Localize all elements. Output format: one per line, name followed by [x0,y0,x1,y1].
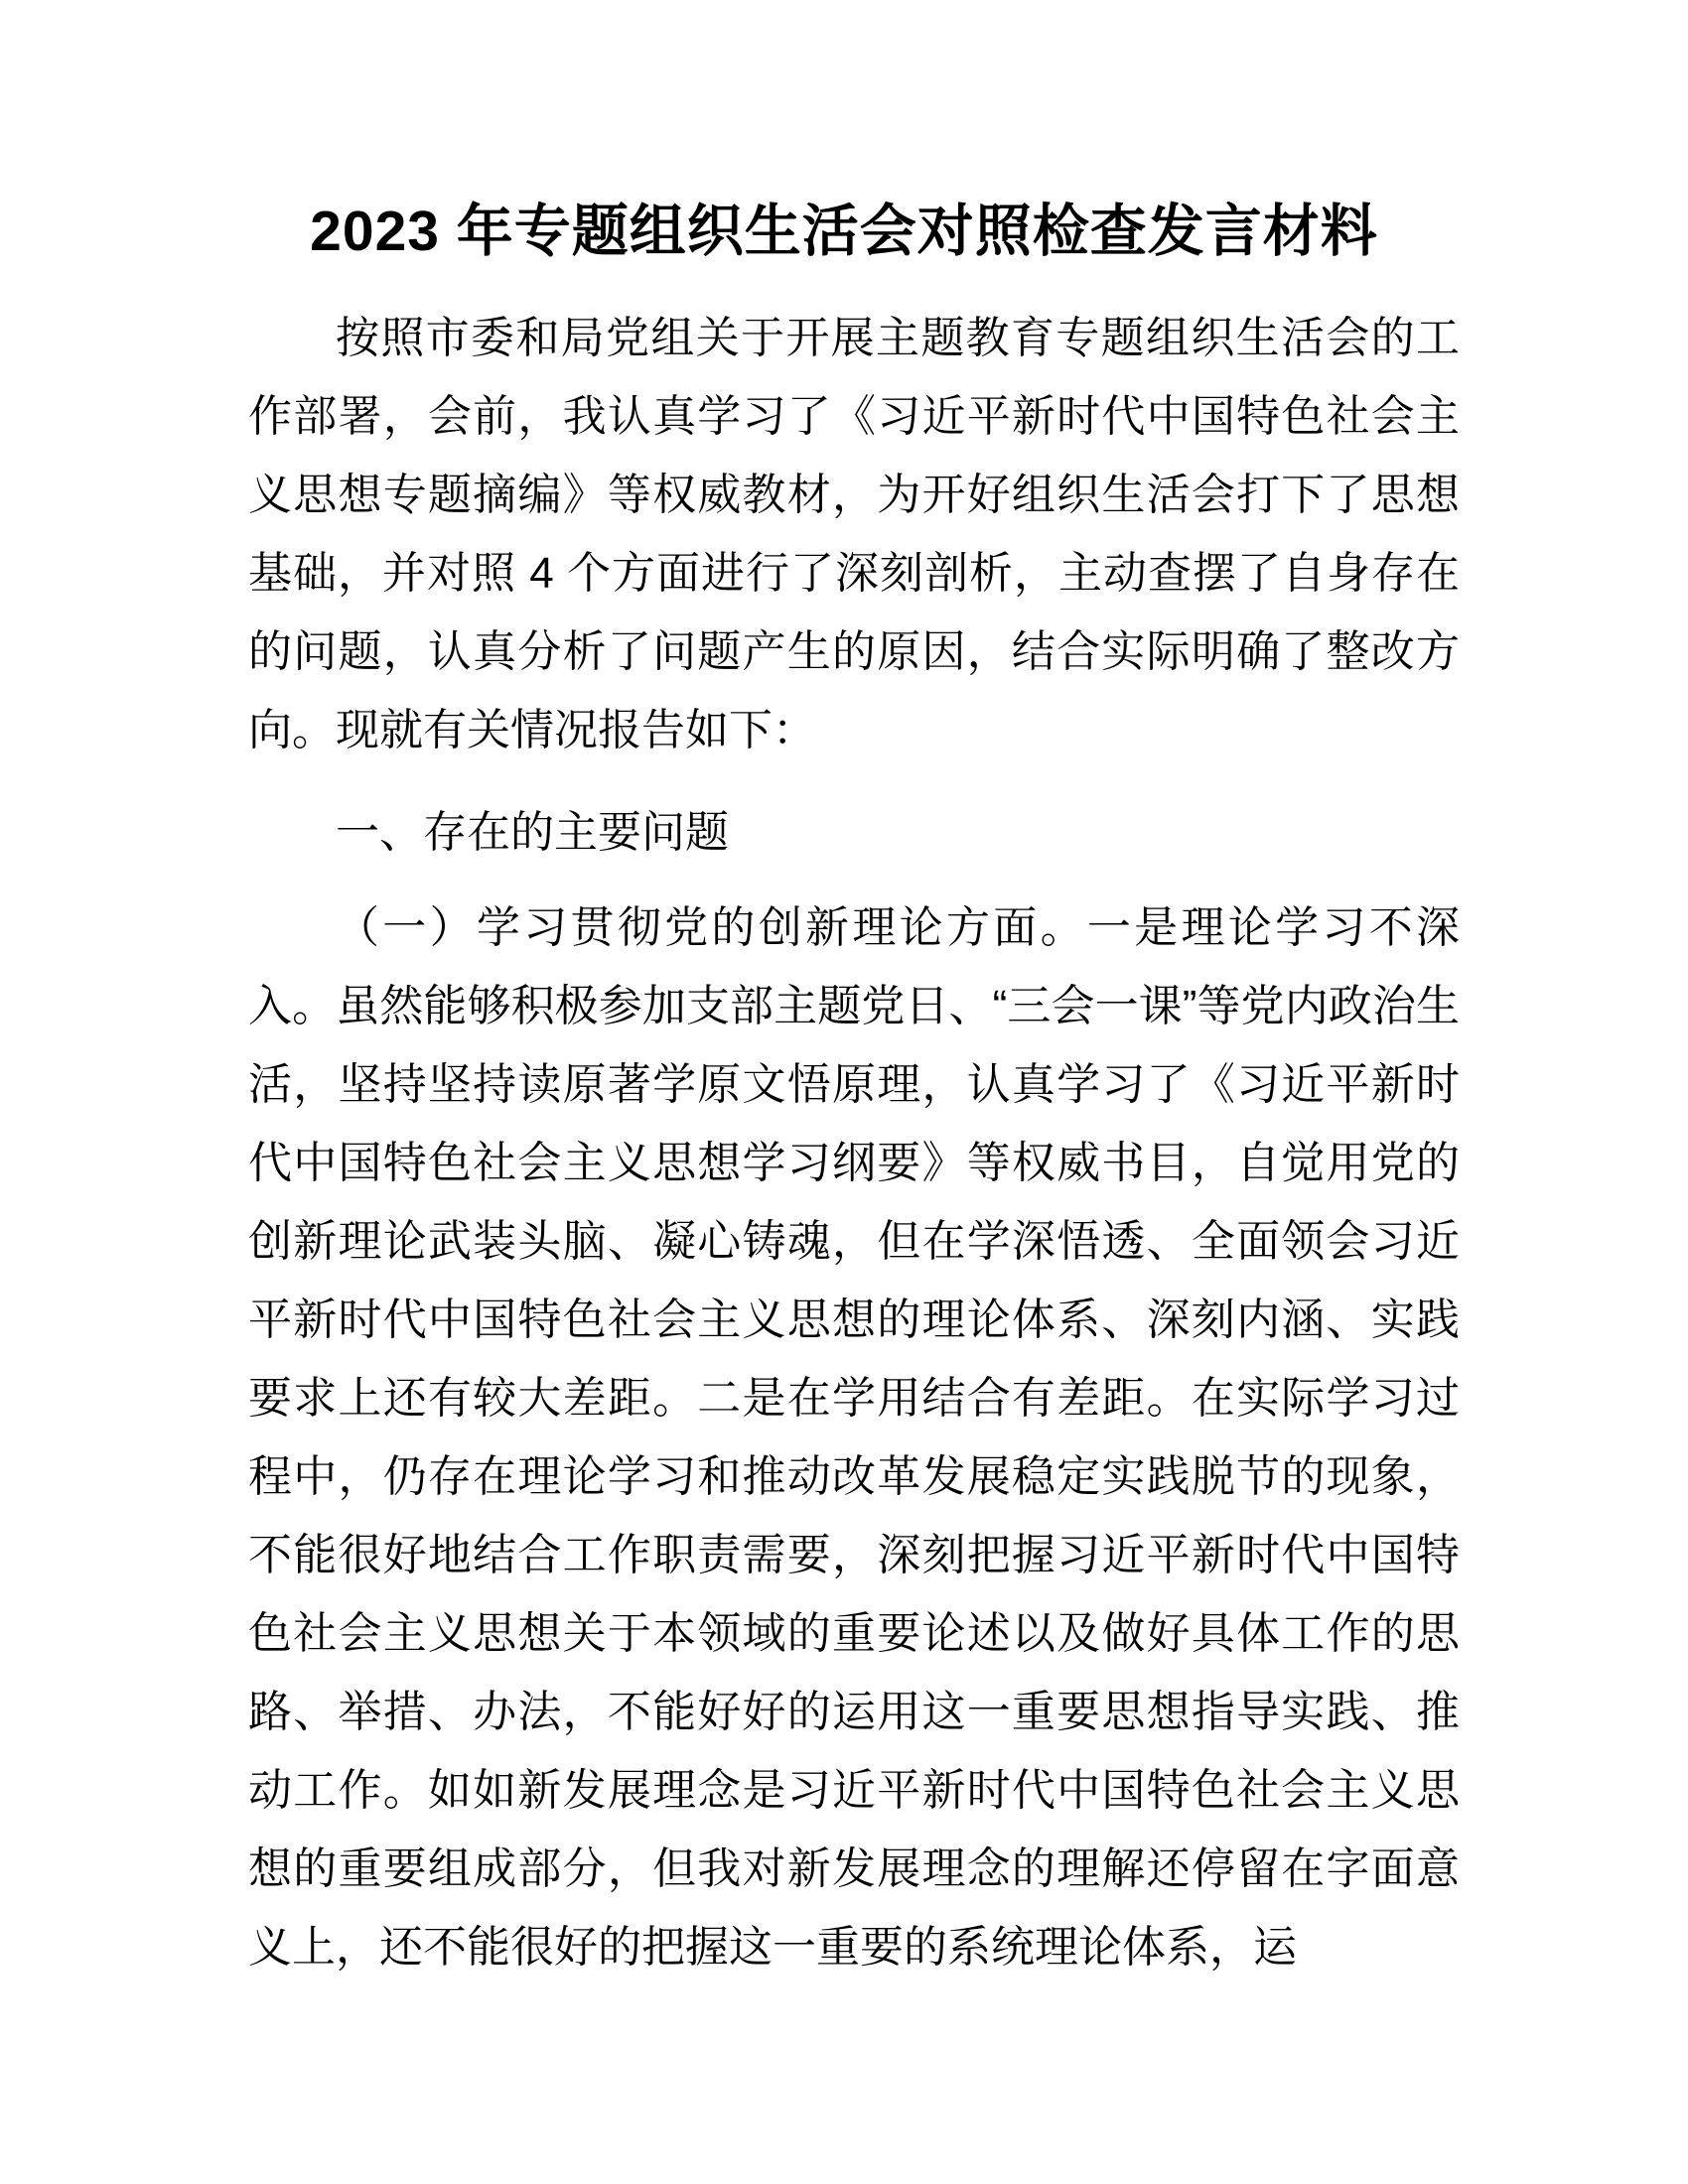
document-body [248,299,1460,1986]
section-heading: 一、存在的主要问题 [336,808,729,857]
body-paragraph: 按照市委和局党组关于开展主题教育专题组织生活会的工作部署，会前，我认真学习了《习近平新时代中国特色社会主义思想专题摘编》等权威教材，为开好组织生活会打下了思想基础，并对照 4 个方面进行了深刻剖析，主动查摆了自身存在的问题，认真分析了问题产生的原因，结合实际明确了整改方向。现就有关情况报告如下： [248,314,1460,754]
body-paragraph: （一）学习贯彻党的创新理论方面。一是理论学习不深入。虽然能够积极参加支部主题党日、“三会一课”等党内政治生活，坚持坚持读原著学原文悟原理，认真学习了《习近平新时代中国特色社会主义思想学习纲要》等权威书目，自觉用党的创新理论武装头脑、凝心铸魂，但在学深悟透、全面领会习近平新时代中国特色社会主义思想的理论体系、深刻内涵、实践要求上还有较大差距。二是在学用结合有差距。在实际学习过程中，仍存在理论学习和推动改革发展稳定实践脱节的现象，不能很好地结合工作职责需要，深刻把握习近平新时代中国特色社会主义思想关于本领域的重要论述以及做好具体工作的思路、举措、办法，不能好好的运用这一重要思想指导实践、推动工作。如如新发展理念是习近平新时代中国特色社会主义思想的重要组成部分，但我对新发展理念的理解还停留在字面意义上，还不能很好的把握这一重要的系统理论体系，运 [248,903,1460,1972]
document-title: 2023 年专题组织生活会对照检查发言材料 [310,200,1378,263]
